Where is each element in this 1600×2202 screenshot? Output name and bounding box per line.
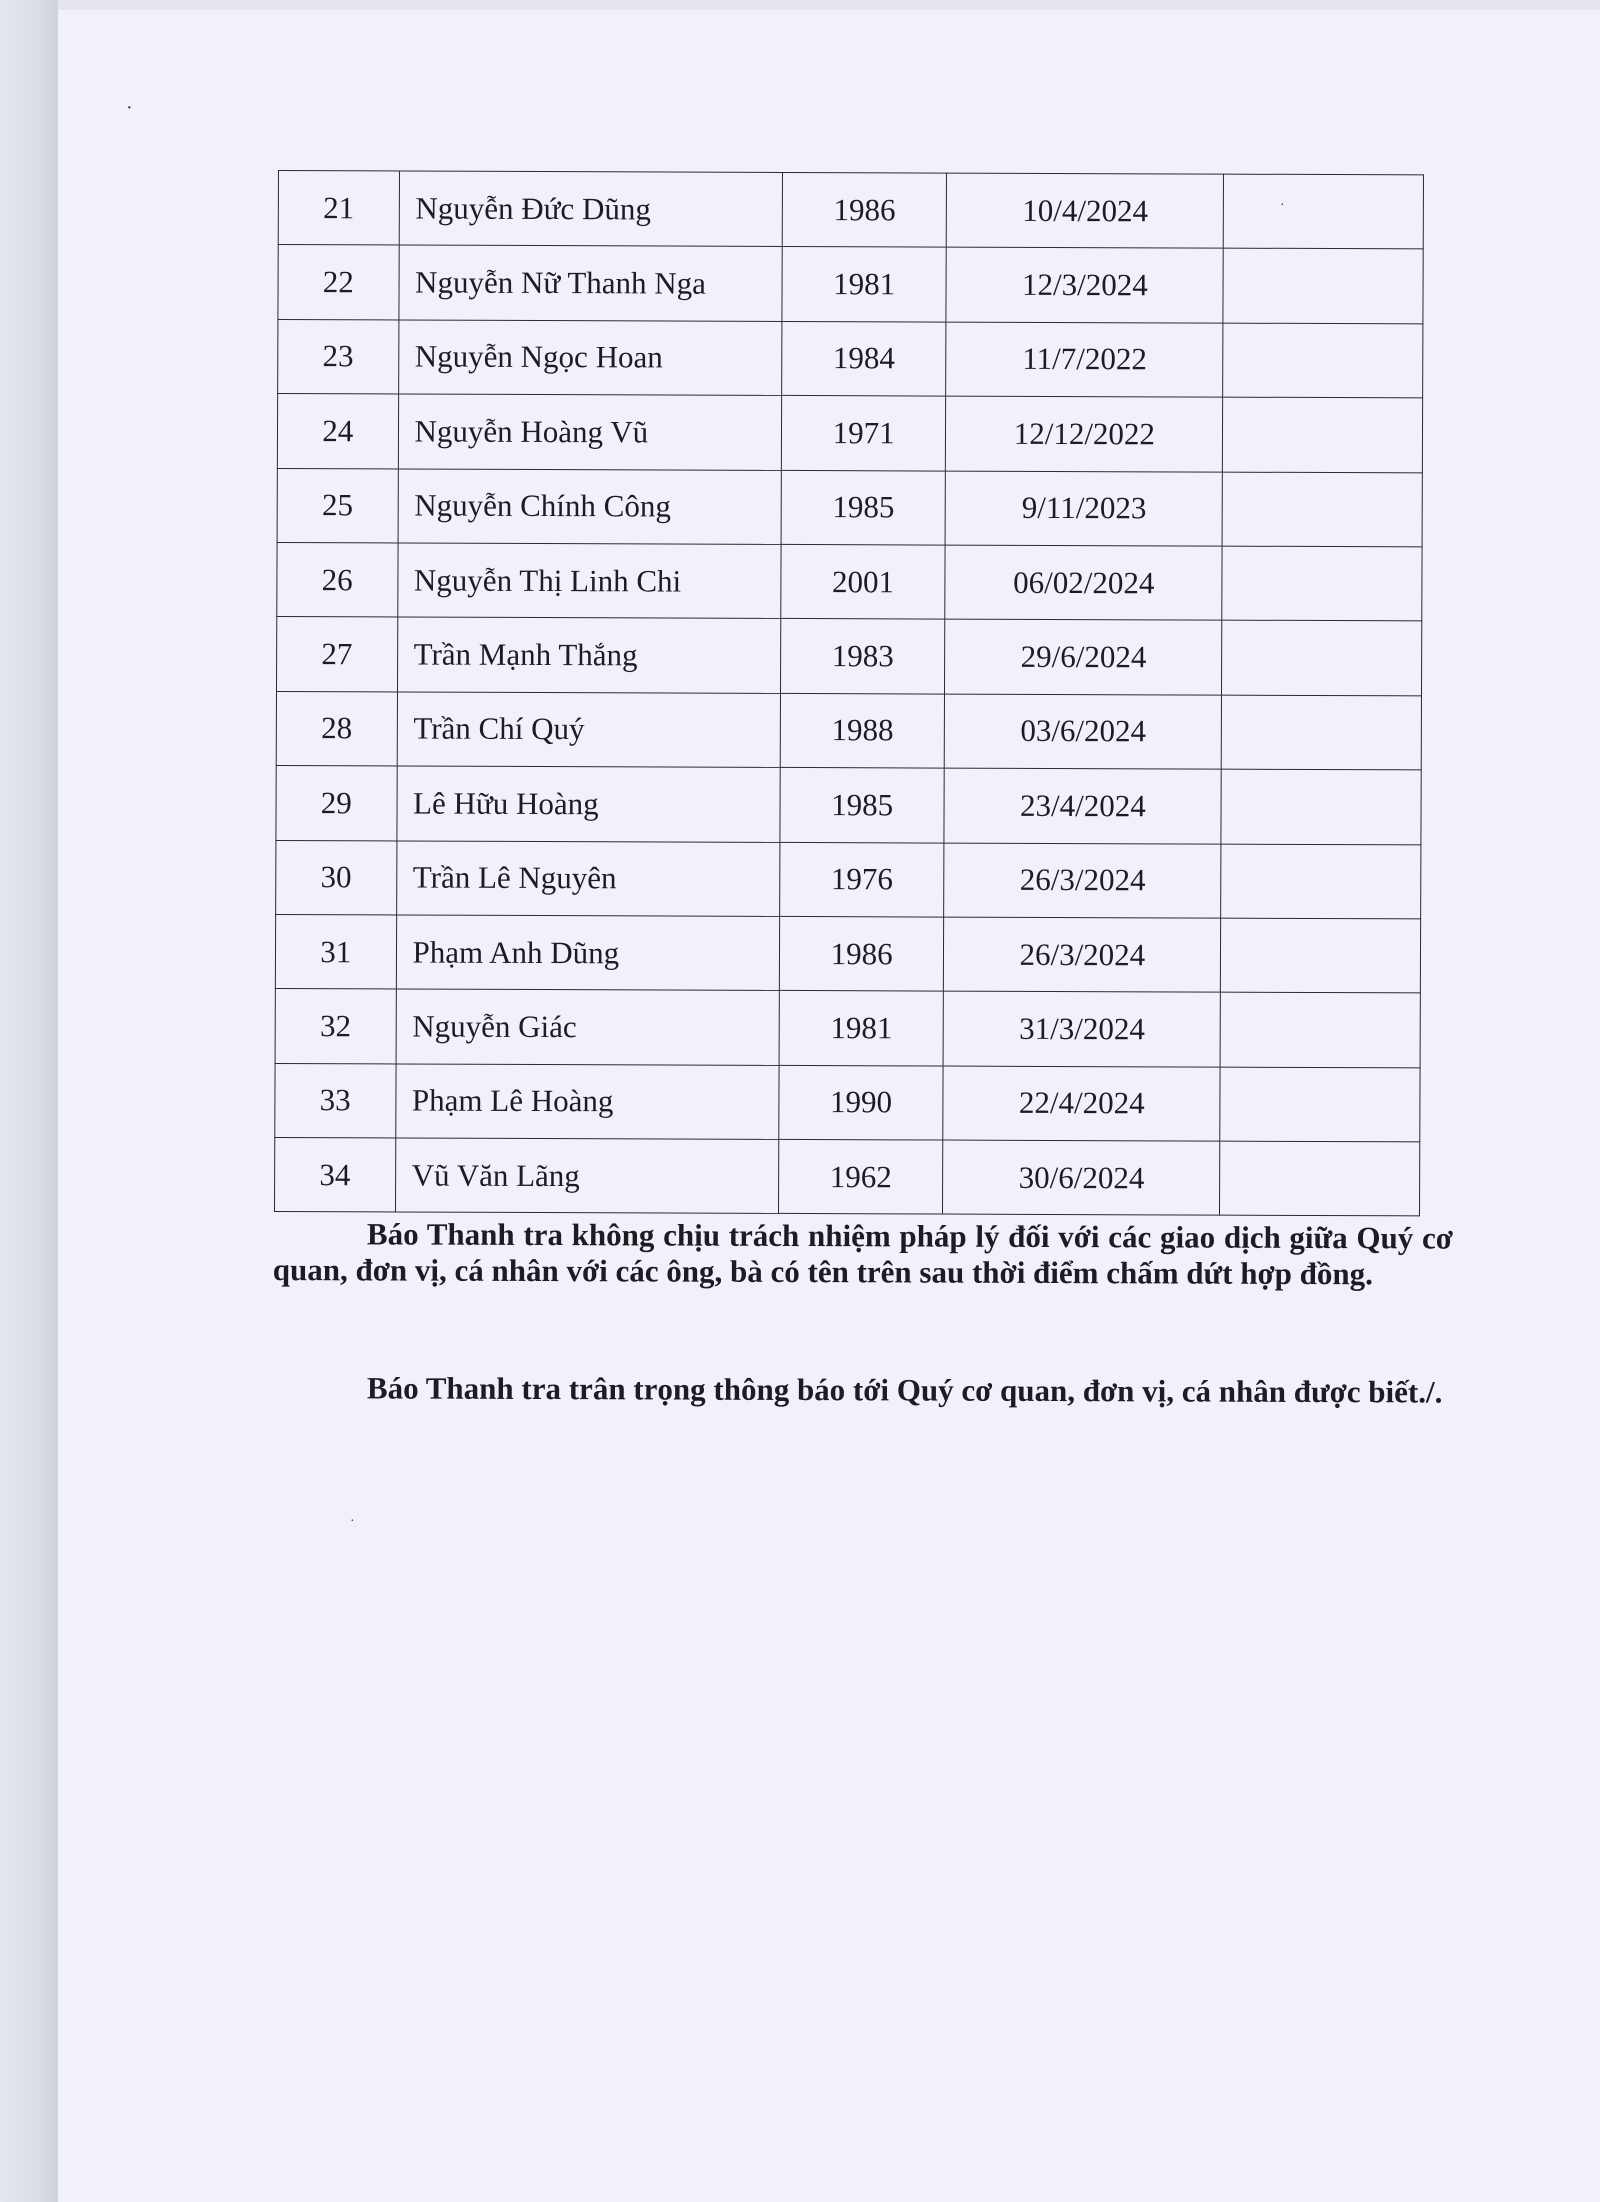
birth-year: 1985 <box>780 768 944 843</box>
row-number: 26 <box>277 542 398 617</box>
note-cell <box>1223 472 1423 547</box>
full-name: Phạm Anh Dũng <box>396 915 780 991</box>
scan-left-edge <box>0 0 58 2202</box>
note-cell <box>1223 397 1423 472</box>
birth-year: 1983 <box>781 619 945 694</box>
termination-date: 10/4/2024 <box>946 173 1224 248</box>
termination-date: 9/11/2023 <box>945 471 1223 546</box>
termination-date: 23/4/2024 <box>944 768 1222 843</box>
table-row <box>278 171 1423 250</box>
termination-date: 22/4/2024 <box>943 1066 1221 1141</box>
termination-date: 26/3/2024 <box>944 917 1222 992</box>
termination-date: 03/6/2024 <box>944 694 1222 769</box>
table-row <box>275 989 1420 1068</box>
birth-year: 1990 <box>779 1065 943 1140</box>
birth-year: 1971 <box>781 396 945 471</box>
note-cell <box>1222 620 1422 695</box>
full-name: Trần Mạnh Thắng <box>397 617 781 693</box>
disclaimer-text: Báo Thanh tra không chịu trách nhiệm pháp lý đối với các giao dịch giữa Quý cơ quan, đơn vị, cá nhân với các ông, bà có tên trên sau thời điểm chấm dứt hợp đồng. <box>272 1216 1453 1292</box>
full-name: Nguyễn Ngọc Hoan <box>398 320 782 396</box>
full-name: Lê Hữu Hoàng <box>396 766 780 842</box>
row-number: 32 <box>275 989 396 1064</box>
scan-speck: · <box>126 97 133 119</box>
termination-date: 12/12/2022 <box>946 396 1224 471</box>
full-name: Nguyễn Đức Dũng <box>399 171 783 247</box>
birth-year: 1985 <box>781 470 945 545</box>
birth-year: 1981 <box>782 247 946 322</box>
note-cell <box>1222 695 1422 770</box>
closing-paragraph <box>273 1370 1453 1411</box>
row-number: 29 <box>276 766 397 841</box>
full-name: Phạm Lê Hoàng <box>395 1064 779 1140</box>
row-number: 23 <box>278 319 399 394</box>
termination-date: 26/3/2024 <box>944 843 1222 918</box>
full-name: Nguyễn Hoàng Vũ <box>398 394 782 470</box>
disclaimer-paragraph <box>273 1216 1453 1293</box>
row-number: 24 <box>277 394 398 469</box>
termination-date: 30/6/2024 <box>943 1140 1221 1215</box>
termination-date: 06/02/2024 <box>945 545 1223 620</box>
note-cell <box>1221 769 1421 844</box>
termination-date: 29/6/2024 <box>945 619 1223 694</box>
birth-year: 1984 <box>782 321 946 396</box>
table-row <box>274 1138 1419 1217</box>
birth-year: 1988 <box>780 693 944 768</box>
table-row <box>277 542 1422 621</box>
note-cell <box>1224 174 1424 249</box>
full-name: Vũ Văn Lãng <box>395 1138 779 1214</box>
full-name: Nguyễn Thị Linh Chi <box>397 543 781 619</box>
table-row <box>275 914 1420 993</box>
note-cell <box>1222 546 1422 621</box>
staff-table-body <box>274 171 1423 1217</box>
scan-speck: · <box>350 1514 355 1529</box>
row-number: 25 <box>277 468 398 543</box>
termination-date: 11/7/2022 <box>946 322 1224 397</box>
full-name: Nguyễn Nữ Thanh Nga <box>398 245 782 321</box>
staff-table <box>274 170 1424 1217</box>
birth-year: 1981 <box>779 991 943 1066</box>
full-name: Nguyễn Giác <box>396 989 780 1065</box>
table-row <box>276 766 1421 845</box>
table-row <box>277 394 1422 473</box>
termination-date: 12/3/2024 <box>946 247 1224 322</box>
birth-year: 1986 <box>782 172 946 247</box>
table-row <box>276 691 1421 770</box>
row-number: 21 <box>278 171 399 246</box>
note-cell <box>1221 992 1421 1067</box>
note-cell <box>1221 918 1421 993</box>
row-number: 27 <box>276 617 397 692</box>
row-number: 28 <box>276 691 397 766</box>
note-cell <box>1220 1141 1420 1216</box>
row-number: 34 <box>274 1138 395 1213</box>
table-row <box>275 1063 1420 1142</box>
note-cell <box>1221 844 1421 919</box>
row-number: 31 <box>275 914 396 989</box>
row-number: 30 <box>276 840 397 915</box>
note-cell <box>1223 323 1423 398</box>
note-cell <box>1223 249 1423 324</box>
scan-top-edge <box>0 0 1600 10</box>
birth-year: 2001 <box>781 544 945 619</box>
termination-date: 31/3/2024 <box>943 991 1221 1066</box>
closing-text: Báo Thanh tra trân trọng thông báo tới Quý cơ quan, đơn vị, cá nhân được biết./. <box>366 1370 1443 1410</box>
table-row <box>278 319 1423 398</box>
full-name: Trần Lê Nguyên <box>396 840 780 916</box>
table-row <box>277 468 1422 547</box>
full-name: Trần Chí Quý <box>397 692 781 768</box>
note-cell <box>1220 1067 1420 1142</box>
birth-year: 1976 <box>780 842 944 917</box>
table-row <box>278 245 1423 324</box>
row-number: 22 <box>278 245 399 320</box>
full-name: Nguyễn Chính Công <box>398 469 782 545</box>
table-row <box>276 840 1421 919</box>
scan-speck: · <box>1280 198 1285 213</box>
birth-year: 1986 <box>779 916 943 991</box>
row-number: 33 <box>275 1063 396 1138</box>
table-row <box>276 617 1421 696</box>
birth-year: 1962 <box>779 1140 943 1215</box>
